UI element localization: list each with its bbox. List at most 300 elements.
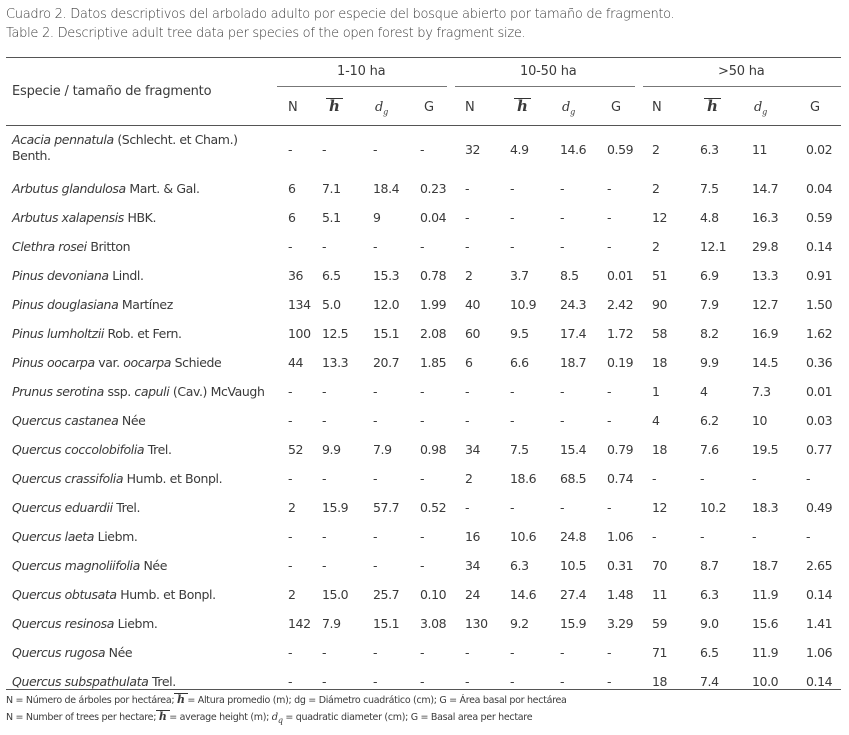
table-cell: 9.5	[510, 326, 529, 341]
table-cell: 20.7	[373, 355, 400, 370]
table-cell: 13.3	[752, 268, 779, 283]
table-cell: 1.06	[607, 529, 634, 544]
table-cell: -	[510, 239, 515, 254]
table-cell: -	[420, 529, 425, 544]
table-cell: 13.3	[322, 355, 349, 370]
table-cell: 0.77	[806, 442, 833, 457]
table-cell: 6.5	[700, 645, 719, 660]
table-cell: 10.0	[752, 674, 779, 689]
species-author: ssp.	[103, 384, 135, 399]
table-cell: 2	[288, 500, 296, 515]
table-cell: 70	[652, 558, 668, 573]
table-cell: -	[465, 384, 470, 399]
table-cell: 24	[465, 587, 481, 602]
table-cell: 10.6	[510, 529, 537, 544]
table-cell: 7.5	[510, 442, 529, 457]
table-cell: 7.1	[322, 181, 341, 196]
table-cell: 10.9	[510, 297, 537, 312]
footnote-dq-sub: q	[277, 716, 283, 725]
table-cell: 16.9	[752, 326, 779, 341]
species-name	[12, 674, 176, 690]
table-cell: -	[322, 471, 327, 486]
table-cell: 10	[752, 413, 768, 428]
table-cell: -	[560, 645, 565, 660]
species-author: Martínez	[118, 297, 173, 312]
table-cell: -	[510, 413, 515, 428]
table-cell: 71	[652, 645, 668, 660]
species-genus: Clethra rosei	[12, 239, 87, 254]
table-cell: -	[465, 413, 470, 428]
table-cell: 1.99	[420, 297, 447, 312]
species-name	[12, 181, 200, 197]
table-cell: 0.59	[806, 210, 833, 225]
table-cell: 59	[652, 616, 668, 631]
table-cell: 6.3	[700, 142, 719, 157]
species-author-cont: Benth.	[12, 148, 51, 163]
table-cell: 18	[652, 674, 668, 689]
footnote-es-part-a: N = Número de árboles por hectárea;	[6, 695, 177, 706]
table-cell: 4.8	[700, 210, 719, 225]
species-name	[12, 355, 221, 371]
table-cell: -	[560, 181, 565, 196]
table-cell: 6	[465, 355, 473, 370]
table-cell: -	[465, 674, 470, 689]
table-cell: 27.4	[560, 587, 587, 602]
subheader-dg-letter: d	[754, 100, 763, 115]
table-cell: 2.08	[420, 326, 447, 341]
table-cell: 134	[288, 297, 311, 312]
table-cell: -	[752, 471, 757, 486]
table-cell: 15.3	[373, 268, 400, 283]
group-rule-2	[455, 86, 635, 87]
table-cell: 0.01	[607, 268, 634, 283]
table-cell: -	[465, 645, 470, 660]
species-author: Rob. et Fern.	[103, 326, 182, 341]
table-cell: -	[560, 210, 565, 225]
table-cell: 15.1	[373, 326, 400, 341]
table-cell: -	[560, 413, 565, 428]
table-cell: -	[510, 384, 515, 399]
table-cell: 1.85	[420, 355, 447, 370]
table-cell: -	[607, 181, 612, 196]
subheader-dg-sub: g	[383, 107, 389, 117]
species-genus: Quercus resinosa	[12, 616, 115, 631]
table-cell: 9.9	[322, 442, 341, 457]
table-cell: 6	[288, 181, 296, 196]
table-cell: 18.4	[373, 181, 400, 196]
table-cell: 4.9	[510, 142, 529, 157]
species-infraspecific: capuli	[134, 384, 170, 399]
table-cell: 2	[652, 239, 660, 254]
table-cell: -	[607, 210, 612, 225]
table-cell: 0.91	[806, 268, 833, 283]
table-cell: -	[465, 210, 470, 225]
group-rule-3	[643, 86, 841, 87]
table-cell: 6.3	[510, 558, 529, 573]
table-cell: -	[510, 210, 515, 225]
table-cell: 9.2	[510, 616, 529, 631]
table-cell: 1.72	[607, 326, 634, 341]
species-author: Née	[118, 413, 146, 428]
table-cell: 4	[652, 413, 660, 428]
header-rule	[6, 125, 841, 126]
table-cell: 7.9	[322, 616, 341, 631]
table-cell: 3.7	[510, 268, 529, 283]
species-name	[12, 326, 182, 342]
table-cell: -	[420, 645, 425, 660]
species-name	[12, 645, 132, 661]
table-cell: -	[322, 142, 327, 157]
table-cell: 7.3	[752, 384, 771, 399]
subheader-dg	[375, 100, 388, 117]
species-author: Trel.	[148, 674, 176, 689]
table-cell: 18.7	[752, 558, 779, 573]
species-genus: Quercus magnoliifolia	[12, 558, 140, 573]
table-cell: 0.04	[806, 181, 833, 196]
table-cell: 18.7	[560, 355, 587, 370]
subheader-n: N	[288, 100, 298, 115]
species-author: Liebm.	[114, 616, 158, 631]
table-cell: 0.36	[806, 355, 833, 370]
footnote-dq-symbol	[272, 712, 283, 723]
table-cell: -	[420, 142, 425, 157]
species-name	[12, 132, 238, 164]
table-cell: -	[465, 239, 470, 254]
table-cell: 7.4	[700, 674, 719, 689]
footnote-en-part-a: N = Number of trees per hectare;	[6, 712, 159, 723]
table-cell: 2	[288, 587, 296, 602]
table-cell: 2	[465, 471, 473, 486]
table-cell: 3.29	[607, 616, 634, 631]
species-name	[12, 529, 137, 545]
table-cell: -	[288, 142, 293, 157]
table-cell: 9.0	[700, 616, 719, 631]
subheader-dg-letter: d	[562, 100, 571, 115]
table-cell: 0.10	[420, 587, 447, 602]
top-rule	[6, 57, 841, 58]
species-column-header: Especie / tamaño de fragmento	[12, 84, 212, 99]
table-cell: -	[607, 674, 612, 689]
species-genus: Pinus oocarpa	[12, 355, 95, 370]
table-cell: -	[510, 181, 515, 196]
table-cell: 1.06	[806, 645, 833, 660]
table-cell: -	[373, 471, 378, 486]
species-genus: Quercus crassifolia	[12, 471, 124, 486]
subheader-n: N	[465, 100, 475, 115]
table-cell: -	[607, 413, 612, 428]
table-cell: 0.79	[607, 442, 634, 457]
subheader-g: G	[810, 100, 820, 115]
table-cell: -	[420, 674, 425, 689]
table-cell: -	[420, 471, 425, 486]
table-cell: 11.9	[752, 587, 779, 602]
species-genus: Arbutus glandulosa	[12, 181, 126, 196]
table-cell: 2	[652, 142, 660, 157]
table-cell: 0.31	[607, 558, 634, 573]
table-cell: 14.6	[560, 142, 587, 157]
table-cell: 2.65	[806, 558, 833, 573]
subheader-g: G	[424, 100, 434, 115]
table-cell: 44	[288, 355, 304, 370]
subheader-dg-letter: d	[375, 100, 384, 115]
table-cell: -	[322, 558, 327, 573]
table-cell: 25.7	[373, 587, 400, 602]
species-infraspecific: oocarpa	[123, 355, 172, 370]
table-cell: 1	[652, 384, 660, 399]
table-cell: 11	[752, 142, 768, 157]
table-cell: 17.4	[560, 326, 587, 341]
table-cell: 10.2	[700, 500, 727, 515]
table-cell: 9.9	[700, 355, 719, 370]
subheader-h-symbol: h	[329, 97, 340, 115]
species-genus: Quercus coccolobifolia	[12, 442, 145, 457]
table-cell: 51	[652, 268, 668, 283]
table-cell: 6.5	[322, 268, 341, 283]
table-cell: 34	[465, 558, 481, 573]
caption-spanish: Cuadro 2. Datos descriptivos del arbolado adulto por especie del bosque abierto por tamaño de fragmento.	[6, 7, 675, 22]
table-cell: 1.41	[806, 616, 833, 631]
table-cell: 7.6	[700, 442, 719, 457]
table-cell: 0.49	[806, 500, 833, 515]
species-author-2: (Cav.) McVaugh	[169, 384, 265, 399]
table-cell: 12	[652, 500, 668, 515]
subheader-h	[517, 97, 528, 115]
table-cell: 0.02	[806, 142, 833, 157]
species-name	[12, 297, 173, 313]
species-name	[12, 413, 145, 429]
species-author: Lindl.	[108, 268, 144, 283]
table-caption	[6, 5, 674, 43]
subheader-dg	[754, 100, 767, 117]
species-name	[12, 616, 157, 632]
table-cell: 7.5	[700, 181, 719, 196]
table-cell: 57.7	[373, 500, 400, 515]
table-cell: 0.14	[806, 674, 833, 689]
species-name	[12, 210, 156, 226]
table-cell: 0.01	[806, 384, 833, 399]
table-cell: 15.0	[322, 587, 349, 602]
species-name	[12, 268, 144, 284]
table-cell: -	[652, 471, 657, 486]
table-cell: -	[373, 674, 378, 689]
species-genus: Prunus serotina	[12, 384, 104, 399]
table-cell: 7.9	[373, 442, 392, 457]
table-cell: 12.7	[752, 297, 779, 312]
table-cell: 1.50	[806, 297, 833, 312]
table-cell: -	[373, 142, 378, 157]
caption-english: Table 2. Descriptive adult tree data per species of the open forest by fragment size.	[6, 26, 526, 41]
table-cell: 11.9	[752, 645, 779, 660]
table-cell: -	[560, 500, 565, 515]
species-author: Mart. & Gal.	[125, 181, 200, 196]
table-cell: 58	[652, 326, 668, 341]
table-cell: -	[288, 558, 293, 573]
table-cell: -	[288, 413, 293, 428]
species-genus: Quercus subspathulata	[12, 674, 149, 689]
table-cell: -	[288, 239, 293, 254]
table-cell: 2.42	[607, 297, 634, 312]
table-cell: 29.8	[752, 239, 779, 254]
table-cell: 14.6	[510, 587, 537, 602]
species-name	[12, 558, 167, 574]
table-cell: -	[288, 471, 293, 486]
table-cell: -	[560, 239, 565, 254]
table-cell: 15.4	[560, 442, 587, 457]
table-cell: 10.5	[560, 558, 587, 573]
table-cell: -	[420, 239, 425, 254]
group-header-10-50: 10-50 ha	[520, 64, 577, 79]
table-cell: 15.9	[322, 500, 349, 515]
table-cell: 15.1	[373, 616, 400, 631]
table-cell: -	[373, 529, 378, 544]
table-cell: 0.19	[607, 355, 634, 370]
table-cell: -	[806, 529, 811, 544]
subheader-dg-symbol	[375, 100, 388, 115]
table-cell: -	[465, 500, 470, 515]
table-cell: 4	[700, 384, 708, 399]
table-cell: 68.5	[560, 471, 587, 486]
table-cell: 6.3	[700, 587, 719, 602]
table-cell: -	[700, 529, 705, 544]
table-cell: 8.5	[560, 268, 579, 283]
table-cell: -	[806, 471, 811, 486]
table-cell: -	[607, 239, 612, 254]
subheader-h-symbol: h	[707, 97, 718, 115]
footnote-en-part-b: = average height (m);	[166, 712, 272, 723]
species-name	[12, 239, 130, 255]
table-cell: 0.14	[806, 239, 833, 254]
subheader-dg-sub: g	[570, 107, 576, 117]
table-cell: -	[373, 558, 378, 573]
table-cell: -	[322, 674, 327, 689]
table-cell: -	[420, 384, 425, 399]
table-cell: -	[560, 674, 565, 689]
species-author: Humb. et Bonpl.	[116, 587, 216, 602]
group-rule-1	[277, 86, 447, 87]
table-cell: 3.08	[420, 616, 447, 631]
table-cell: 24.8	[560, 529, 587, 544]
species-author: Britton	[86, 239, 131, 254]
table-cell: 15.9	[560, 616, 587, 631]
table-cell: 1.48	[607, 587, 634, 602]
species-genus: Quercus laeta	[12, 529, 95, 544]
subheader-h-symbol: h	[517, 97, 528, 115]
table-cell: 24.3	[560, 297, 587, 312]
table-cell: -	[700, 471, 705, 486]
table-cell: 34	[465, 442, 481, 457]
subheader-g: G	[611, 100, 621, 115]
table-cell: -	[465, 181, 470, 196]
table-cell: 8.2	[700, 326, 719, 341]
species-genus: Quercus castanea	[12, 413, 119, 428]
subheader-dg-symbol	[754, 100, 767, 115]
table-cell: -	[510, 645, 515, 660]
table-cell: 130	[465, 616, 488, 631]
table-cell: 1.62	[806, 326, 833, 341]
species-author: Trel.	[112, 500, 141, 515]
species-name	[12, 471, 222, 487]
table-cell: 18	[652, 442, 668, 457]
table-cell: 0.14	[806, 587, 833, 602]
table-cell: -	[607, 384, 612, 399]
table-cell: 18.6	[510, 471, 537, 486]
species-genus: Arbutus xalapensis	[12, 210, 124, 225]
table-cell: 0.59	[607, 142, 634, 157]
table-cell: -	[510, 500, 515, 515]
table-cell: -	[373, 239, 378, 254]
subheader-dg-sub: g	[762, 107, 768, 117]
species-genus: Pinus douglasiana	[12, 297, 119, 312]
table-cell: 90	[652, 297, 668, 312]
species-author-2: Schiede	[171, 355, 222, 370]
footnote-english	[6, 710, 532, 725]
species-name	[12, 587, 216, 603]
species-genus: Quercus obtusata	[12, 587, 117, 602]
species-author: (Schlecht. et Cham.)	[113, 132, 238, 147]
table-cell: 14.7	[752, 181, 779, 196]
species-genus: Pinus devoniana	[12, 268, 109, 283]
table-cell: 6.6	[510, 355, 529, 370]
table-cell: 0.74	[607, 471, 634, 486]
table-cell: 0.04	[420, 210, 447, 225]
table-cell: 12.5	[322, 326, 349, 341]
table-cell: 12.1	[700, 239, 727, 254]
table-cell: 0.23	[420, 181, 447, 196]
table-cell: -	[288, 529, 293, 544]
table-cell: -	[322, 413, 327, 428]
table-cell: -	[322, 239, 327, 254]
table-cell: 6.2	[700, 413, 719, 428]
subheader-h	[329, 97, 340, 115]
table-cell: -	[607, 500, 612, 515]
table-cell: 36	[288, 268, 304, 283]
table-cell: 100	[288, 326, 311, 341]
table-cell: 5.1	[322, 210, 341, 225]
footnote-h-symbol: h	[176, 693, 185, 706]
footnote-dq-letter: d	[271, 712, 278, 723]
table-cell: -	[322, 529, 327, 544]
table-cell: -	[288, 384, 293, 399]
table-cell: -	[607, 645, 612, 660]
footnote-h-symbol-en: h	[158, 710, 167, 723]
subheader-dg	[562, 100, 575, 117]
table-cell: 7.9	[700, 297, 719, 312]
table-cell: 12.0	[373, 297, 400, 312]
species-author: Humb. et Bonpl.	[123, 471, 223, 486]
table-cell: 19.5	[752, 442, 779, 457]
table-cell: -	[752, 529, 757, 544]
table-cell: 6.9	[700, 268, 719, 283]
table-cell: -	[373, 384, 378, 399]
table-cell: -	[652, 529, 657, 544]
table-cell: 60	[465, 326, 481, 341]
species-author: Liebm.	[94, 529, 138, 544]
table-cell: 52	[288, 442, 304, 457]
table-cell: -	[420, 413, 425, 428]
table-cell: 11	[652, 587, 668, 602]
species-name	[12, 500, 140, 516]
table-cell: 2	[652, 181, 660, 196]
species-author: Née	[105, 645, 133, 660]
footnote-es-part-b: = Altura promedio (m); dg = Diámetro cuadrático (cm); G = Área basal por hectárea	[184, 695, 567, 706]
species-genus: Pinus lumholtzii	[12, 326, 104, 341]
table-cell: 15.6	[752, 616, 779, 631]
species-author: HBK.	[123, 210, 157, 225]
group-header-over-50: >50 ha	[718, 64, 765, 79]
table-cell: -	[510, 674, 515, 689]
table-cell: 8.7	[700, 558, 719, 573]
species-genus: Quercus rugosa	[12, 645, 106, 660]
